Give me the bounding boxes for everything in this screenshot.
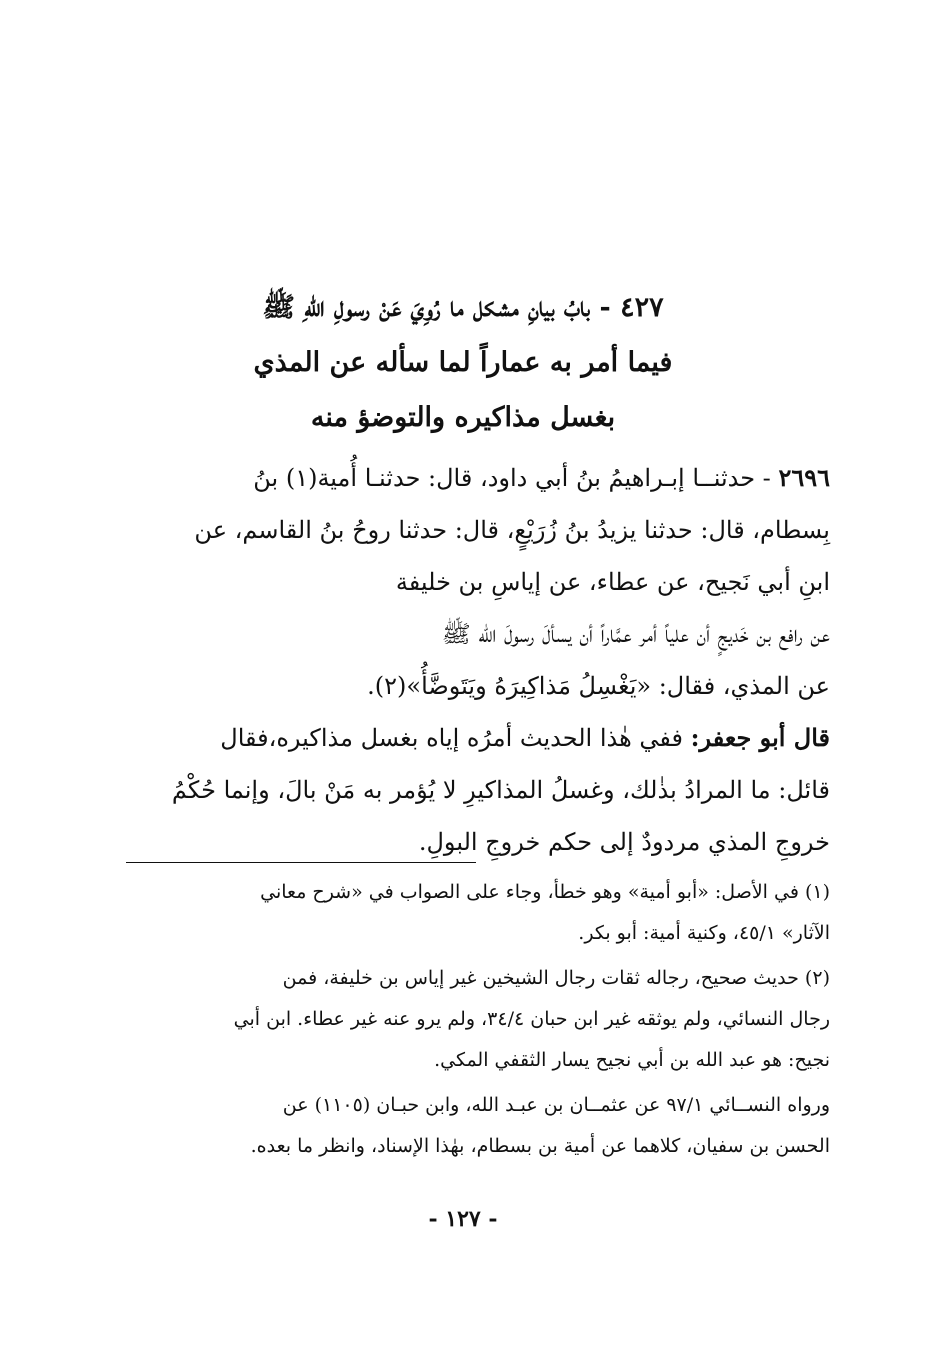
isnad-line-2: بِسطام، قال: حدثنا يزيدُ بنُ زُرَيْعٍ، قال: حدثنا روحُ بنُ القاسم، عن	[194, 516, 830, 544]
footnote-line: الآثار» ٤٥/١، وكنية أمية: أبو بكر.	[578, 922, 830, 944]
footnotes	[126, 872, 830, 1171]
commentary-line-1: قال أبو جعفر: ففي هٰذا الحديث أمرُه إياه بغسل مذاكيره،فقال	[220, 723, 830, 752]
footnote-3	[126, 1085, 830, 1167]
commentary-line-2: قائل: ما المرادُ بذٰلك، وغسلُ المذاكيرِ لا يُؤمر به مَنْ بالَ، وإنما حُكْمُ	[171, 776, 830, 804]
page-number: - ١٢٧ -	[428, 1206, 498, 1232]
footnote-line: ورواه النســائي ٩٧/١ عن عثمــان بن عبـد الله، وابن حبـان (١١٠٥) عن	[282, 1094, 830, 1116]
footnote-line: (١) في الأصل: «أبو أمية» وهو خطأ، وجاء على الصواب في «شرح معاني	[260, 881, 830, 903]
commentary-speaker: قال أبو جعفر:	[690, 723, 830, 752]
footnote-line: رجال النسائي، ولم يوثقه غير ابن حبان ٣٤/٤، ولم يرو عنه غير عطاء. ابن أبي	[233, 1008, 830, 1030]
commentary	[126, 712, 830, 868]
isnad-line-1: ٢٦٩٦ - حدثنــا إبـراهيمُ بنُ أبي داود، قال: حدثنـا أُمية(١) بنُ	[253, 463, 830, 492]
matn-line-1: عن رافع بن خَديجٍ أن علياً أمر عمَّاراً أن يسألَ رسولَ الله ﷺ	[441, 620, 830, 648]
footnote-separator	[126, 862, 476, 863]
isnad-line-3: ابنِ أبي نَجيح، عن عطاء، عن إياسِ بن خليفة	[395, 568, 830, 596]
chapter-title-line-1: ٤٢٧ - بابُ بيانِ مشكل ما رُوِيَ عَنْ رسولِ اللهِ ﷺ	[262, 292, 664, 323]
chapter-title-line-3: بغسل مذاكيره والتوضؤ منه	[310, 402, 616, 433]
footnote-line: نجيح: هو عبد الله بن أبي نجيح يسار الثقفي المكي.	[434, 1049, 830, 1071]
hadith-isnad	[126, 452, 830, 608]
footnote-2	[126, 958, 830, 1081]
footnote-1	[126, 872, 830, 954]
footnote-line: الحسن بن سفيان، كلاهما عن أمية بن بسطام، بهٰذا الإسناد، وانظر ما بعده.	[250, 1135, 830, 1157]
chapter-title-line-2: فيما أمر به عماراً لما سأله عن المذي	[253, 347, 673, 378]
chapter-title	[130, 280, 796, 445]
matn-line-2: عن المذي، فقال: «يَغْسِلُ مَذاكِيرَهُ ويَتَوضَّأُ»(٢).	[367, 672, 830, 700]
commentary-line-3: خروجِ المذي مردودٌ إلى حكم خروجِ البولِ.	[418, 828, 830, 856]
hadith-number: ٢٦٩٦	[778, 463, 830, 492]
footnote-line: (٢) حديث صحيح، رجاله ثقات رجال الشيخين غير إياس بن خليفة، فمن	[282, 967, 830, 989]
hadith-matn	[126, 608, 830, 712]
